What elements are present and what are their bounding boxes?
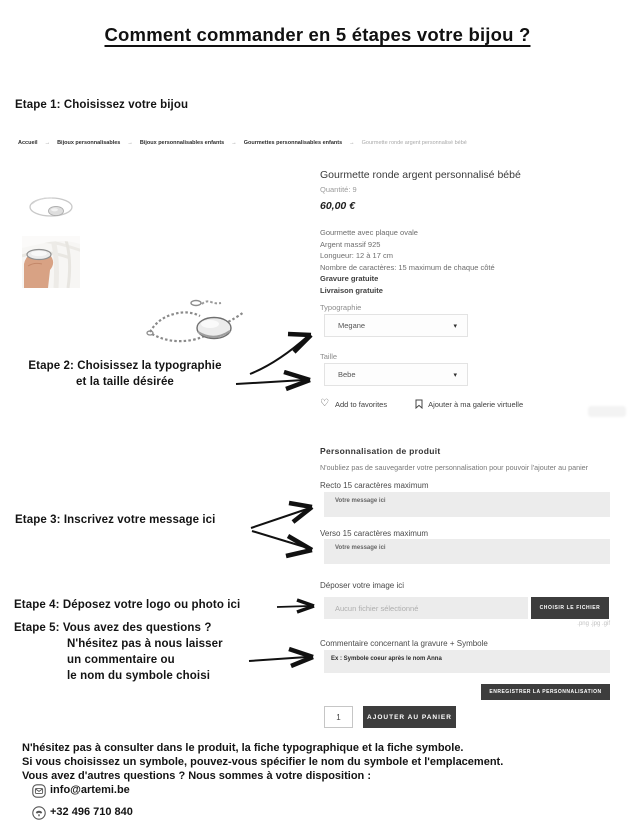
step1-label: Etape 1: Choisissez votre bijou [15, 99, 189, 111]
breadcrumb-item-gourmettes-enfants[interactable]: Gourmettes personnalisables enfants [243, 140, 343, 146]
choose-file-button[interactable]: CHOISIR LE FICHIER [531, 597, 609, 619]
description-line: Nombre de caractères: 15 maximum de chaque côté [320, 262, 495, 272]
email-icon [32, 784, 46, 798]
step5-line3: un commentaire ou [67, 654, 175, 666]
file-types-hint: .png .jpg .gif [577, 621, 610, 627]
product-price: 60,00 € [320, 200, 356, 212]
step5-line2: N'hésitez pas à nous laisser [67, 638, 223, 650]
add-to-gallery-button[interactable]: Ajouter à ma galerie virtuelle [428, 399, 524, 409]
step2-line2: et la taille désirée [76, 376, 174, 388]
free-engraving-line: Gravure gratuite [320, 274, 379, 283]
contact-phone[interactable]: +32 496 710 840 [50, 806, 133, 818]
faded-watermark [588, 406, 626, 417]
contact-email[interactable]: info@artemi.be [50, 784, 130, 796]
heart-icon: ♡ [320, 398, 329, 409]
page-title: Comment commander en 5 étapes votre bijou ? [104, 24, 531, 45]
product-thumbnail-baby-wrist[interactable] [22, 236, 80, 288]
footer-line3: Vous avez d'autres questions ? Nous sommes à votre disposition : [22, 770, 371, 782]
step4-label: Etape 4: Déposez votre logo ou photo ici [14, 599, 241, 611]
product-title: Gourmette ronde argent personnalisé bébé [320, 169, 521, 181]
breadcrumb-separator: → [44, 140, 51, 146]
phone-icon [32, 806, 46, 820]
product-quantity: Quantité: 9 [320, 185, 357, 194]
size-select[interactable] [324, 363, 468, 386]
step2-line1: Etape 2: Choisissez la typographie [28, 360, 222, 372]
description-line: Argent massif 925 [320, 239, 381, 249]
arrow-to-recto-input [249, 498, 317, 530]
breadcrumb-item-bijoux-enfants[interactable]: Bijoux personnalisables enfants [139, 140, 225, 146]
verso-message-input[interactable] [324, 539, 610, 564]
size-selected-value: Bebe [338, 370, 356, 379]
typography-select[interactable] [324, 314, 468, 337]
file-selected-field[interactable] [324, 597, 528, 619]
verso-label: Verso 15 caractères maximum [320, 529, 429, 538]
arrow-to-size-select [234, 370, 316, 392]
add-to-favorites-button[interactable]: Add to favorites [334, 399, 388, 409]
personalization-heading: Personnalisation de produit [320, 446, 441, 456]
arrow-to-verso-input [250, 527, 318, 559]
breadcrumb-item-accueil[interactable]: Accueil [18, 140, 38, 146]
product-main-image [140, 290, 255, 352]
description-line: Gourmette avec plaque ovale [320, 228, 418, 237]
bookmark-icon [415, 399, 423, 409]
comment-input[interactable] [324, 650, 610, 673]
breadcrumb-item-bijoux-personnalisables[interactable]: Bijoux personnalisables [57, 140, 121, 146]
step5-line4: le nom du symbole choisi [67, 670, 210, 682]
description-line: Longueur: 12 à 17 cm [320, 251, 393, 260]
typography-label: Typographie [320, 303, 362, 312]
recto-label: Recto 15 caractères maximum [320, 481, 429, 490]
arrow-to-file-input [275, 598, 319, 615]
breadcrumb-separator: → [349, 140, 355, 146]
save-personalization-button[interactable]: ENREGISTRER LA PERSONNALISATION [481, 684, 610, 700]
chevron-down-icon: ▾ [453, 322, 457, 330]
breadcrumb-item-current: Gourmette ronde argent personnalisé bébé [361, 140, 467, 146]
recto-message-input[interactable] [324, 492, 610, 517]
quantity-input[interactable] [324, 706, 353, 728]
arrow-to-comment-input [247, 646, 319, 668]
image-upload-label: Déposer votre image ici [320, 581, 405, 590]
personalization-note: N'oubliez pas de sauvegarder votre personnalisation pour pouvoir l'ajouter au panier [320, 463, 589, 472]
step2-label [14, 358, 236, 390]
free-shipping-line: Livraison gratuite [320, 285, 383, 295]
product-thumbnail-bracelet[interactable] [22, 188, 80, 225]
size-label: Taille [320, 352, 338, 361]
breadcrumb-separator: → [231, 140, 237, 146]
comment-label: Commentaire concernant la gravure + Symbole [320, 639, 488, 648]
product-description [320, 227, 495, 296]
footer-line1: N'hésitez pas à consulter dans le produit, la fiche typographique et la fiche symbole. [22, 742, 464, 754]
breadcrumb [18, 140, 467, 146]
add-to-cart-button[interactable]: AJOUTER AU PANIER [363, 706, 456, 728]
chevron-down-icon: ▾ [453, 371, 457, 379]
favorites-row [320, 399, 523, 409]
footer-line2: Si vous choisissez un symbole, pouvez-vous spécifier le nom du symbole et l'emplacement. [22, 756, 504, 768]
breadcrumb-separator: → [127, 140, 133, 146]
typography-selected-value: Megane [338, 321, 366, 330]
file-placeholder-text: Aucun fichier sélectionné [335, 603, 419, 613]
step3-label: Etape 3: Inscrivez votre message ici [15, 514, 216, 526]
step5-line1: Etape 5: Vous avez des questions ? [14, 622, 212, 634]
